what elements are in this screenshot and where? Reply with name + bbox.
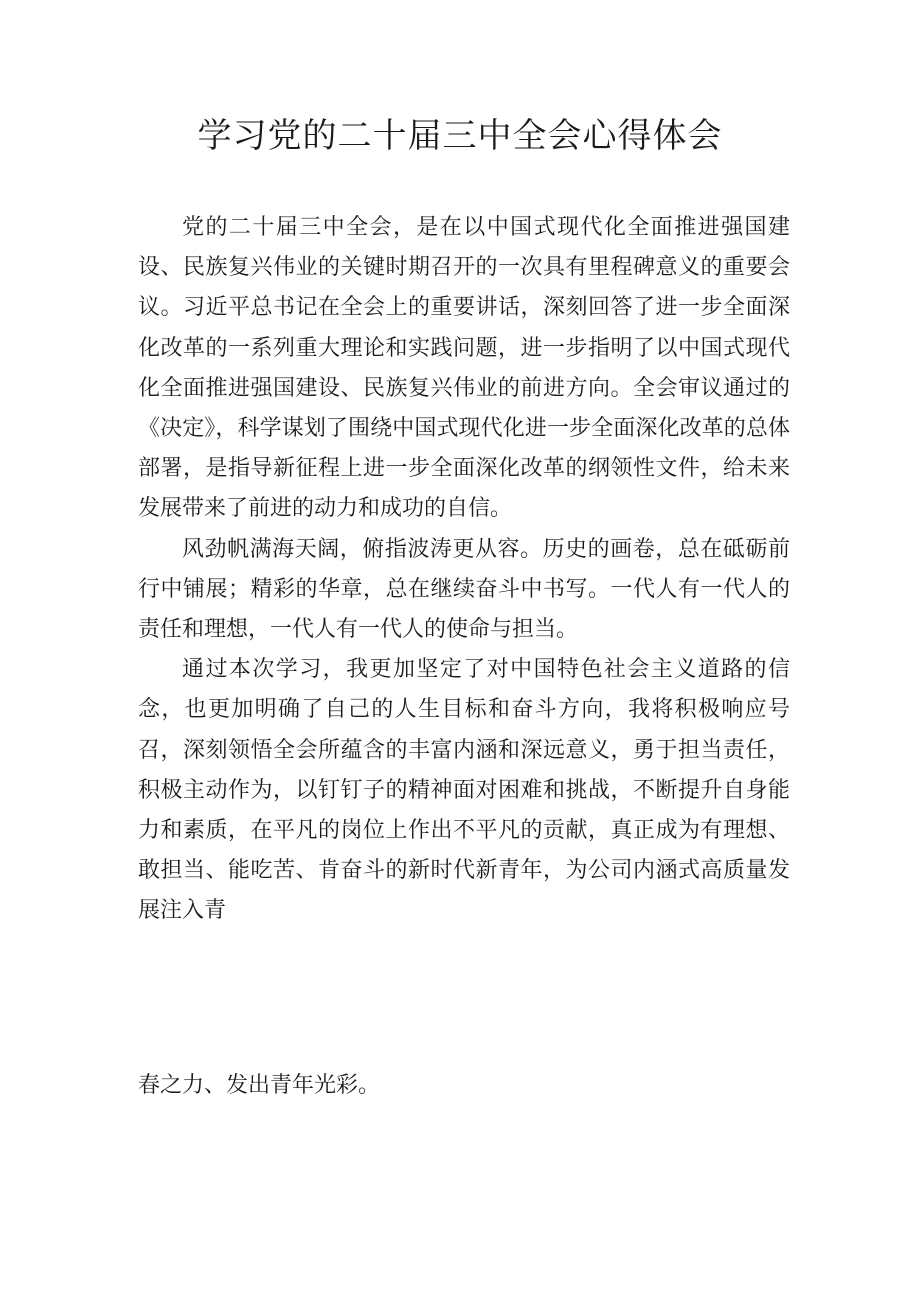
document-title: 学习党的二十届三中全会心得体会 (197, 116, 723, 156)
paragraph-2: 风劲帆满海天阔，俯指波涛更从容。历史的画卷，总在砥砺前行中铺展；精彩的华章，总在继续奋斗中书写。一代人有一代人的责任和理想，一代人有一代人的使命与担当。 (138, 536, 790, 643)
document-body (138, 208, 790, 932)
paragraph-1: 党的二十届三中全会，是在以中国式现代化全面推进强国建设、民族复兴伟业的关键时期召开的一次具有里程碑意义的重要会议。习近平总书记在全会上的重要讲话，深刻回答了进一步全面深化改革的一系列重大理论和实践问题，进一步指明了以中国式现代化全面推进强国建设、民族复兴伟业的前进方向。全会审议通过的《决定》，科学谋划了围绕中国式现代化进一步全面深化改革的总体部署，是指导新征程上进一步全面深化改革的纲领性文件，给未来发展带来了前进的动力和成功的自信。 (138, 215, 790, 522)
paragraph-3: 通过本次学习，我更加坚定了对中国特色社会主义道路的信念，也更加明确了自己的人生目标和奋斗方向，我将积极响应号召，深刻领悟全会所蕴含的丰富内涵和深远意义，勇于担当责任，积极主动作为，以钉钉子的精神面对困难和挑战，不断提升自身能力和素质，在平凡的岗位上作出不平凡的贡献，真正成为有理想、敢担当、能吃苦、肯奋斗的新时代新青年，为公司内涵式高质量发展注入青 (138, 657, 790, 924)
paragraph-3-continuation: 春之力、发出青年光彩。 (138, 1073, 381, 1098)
